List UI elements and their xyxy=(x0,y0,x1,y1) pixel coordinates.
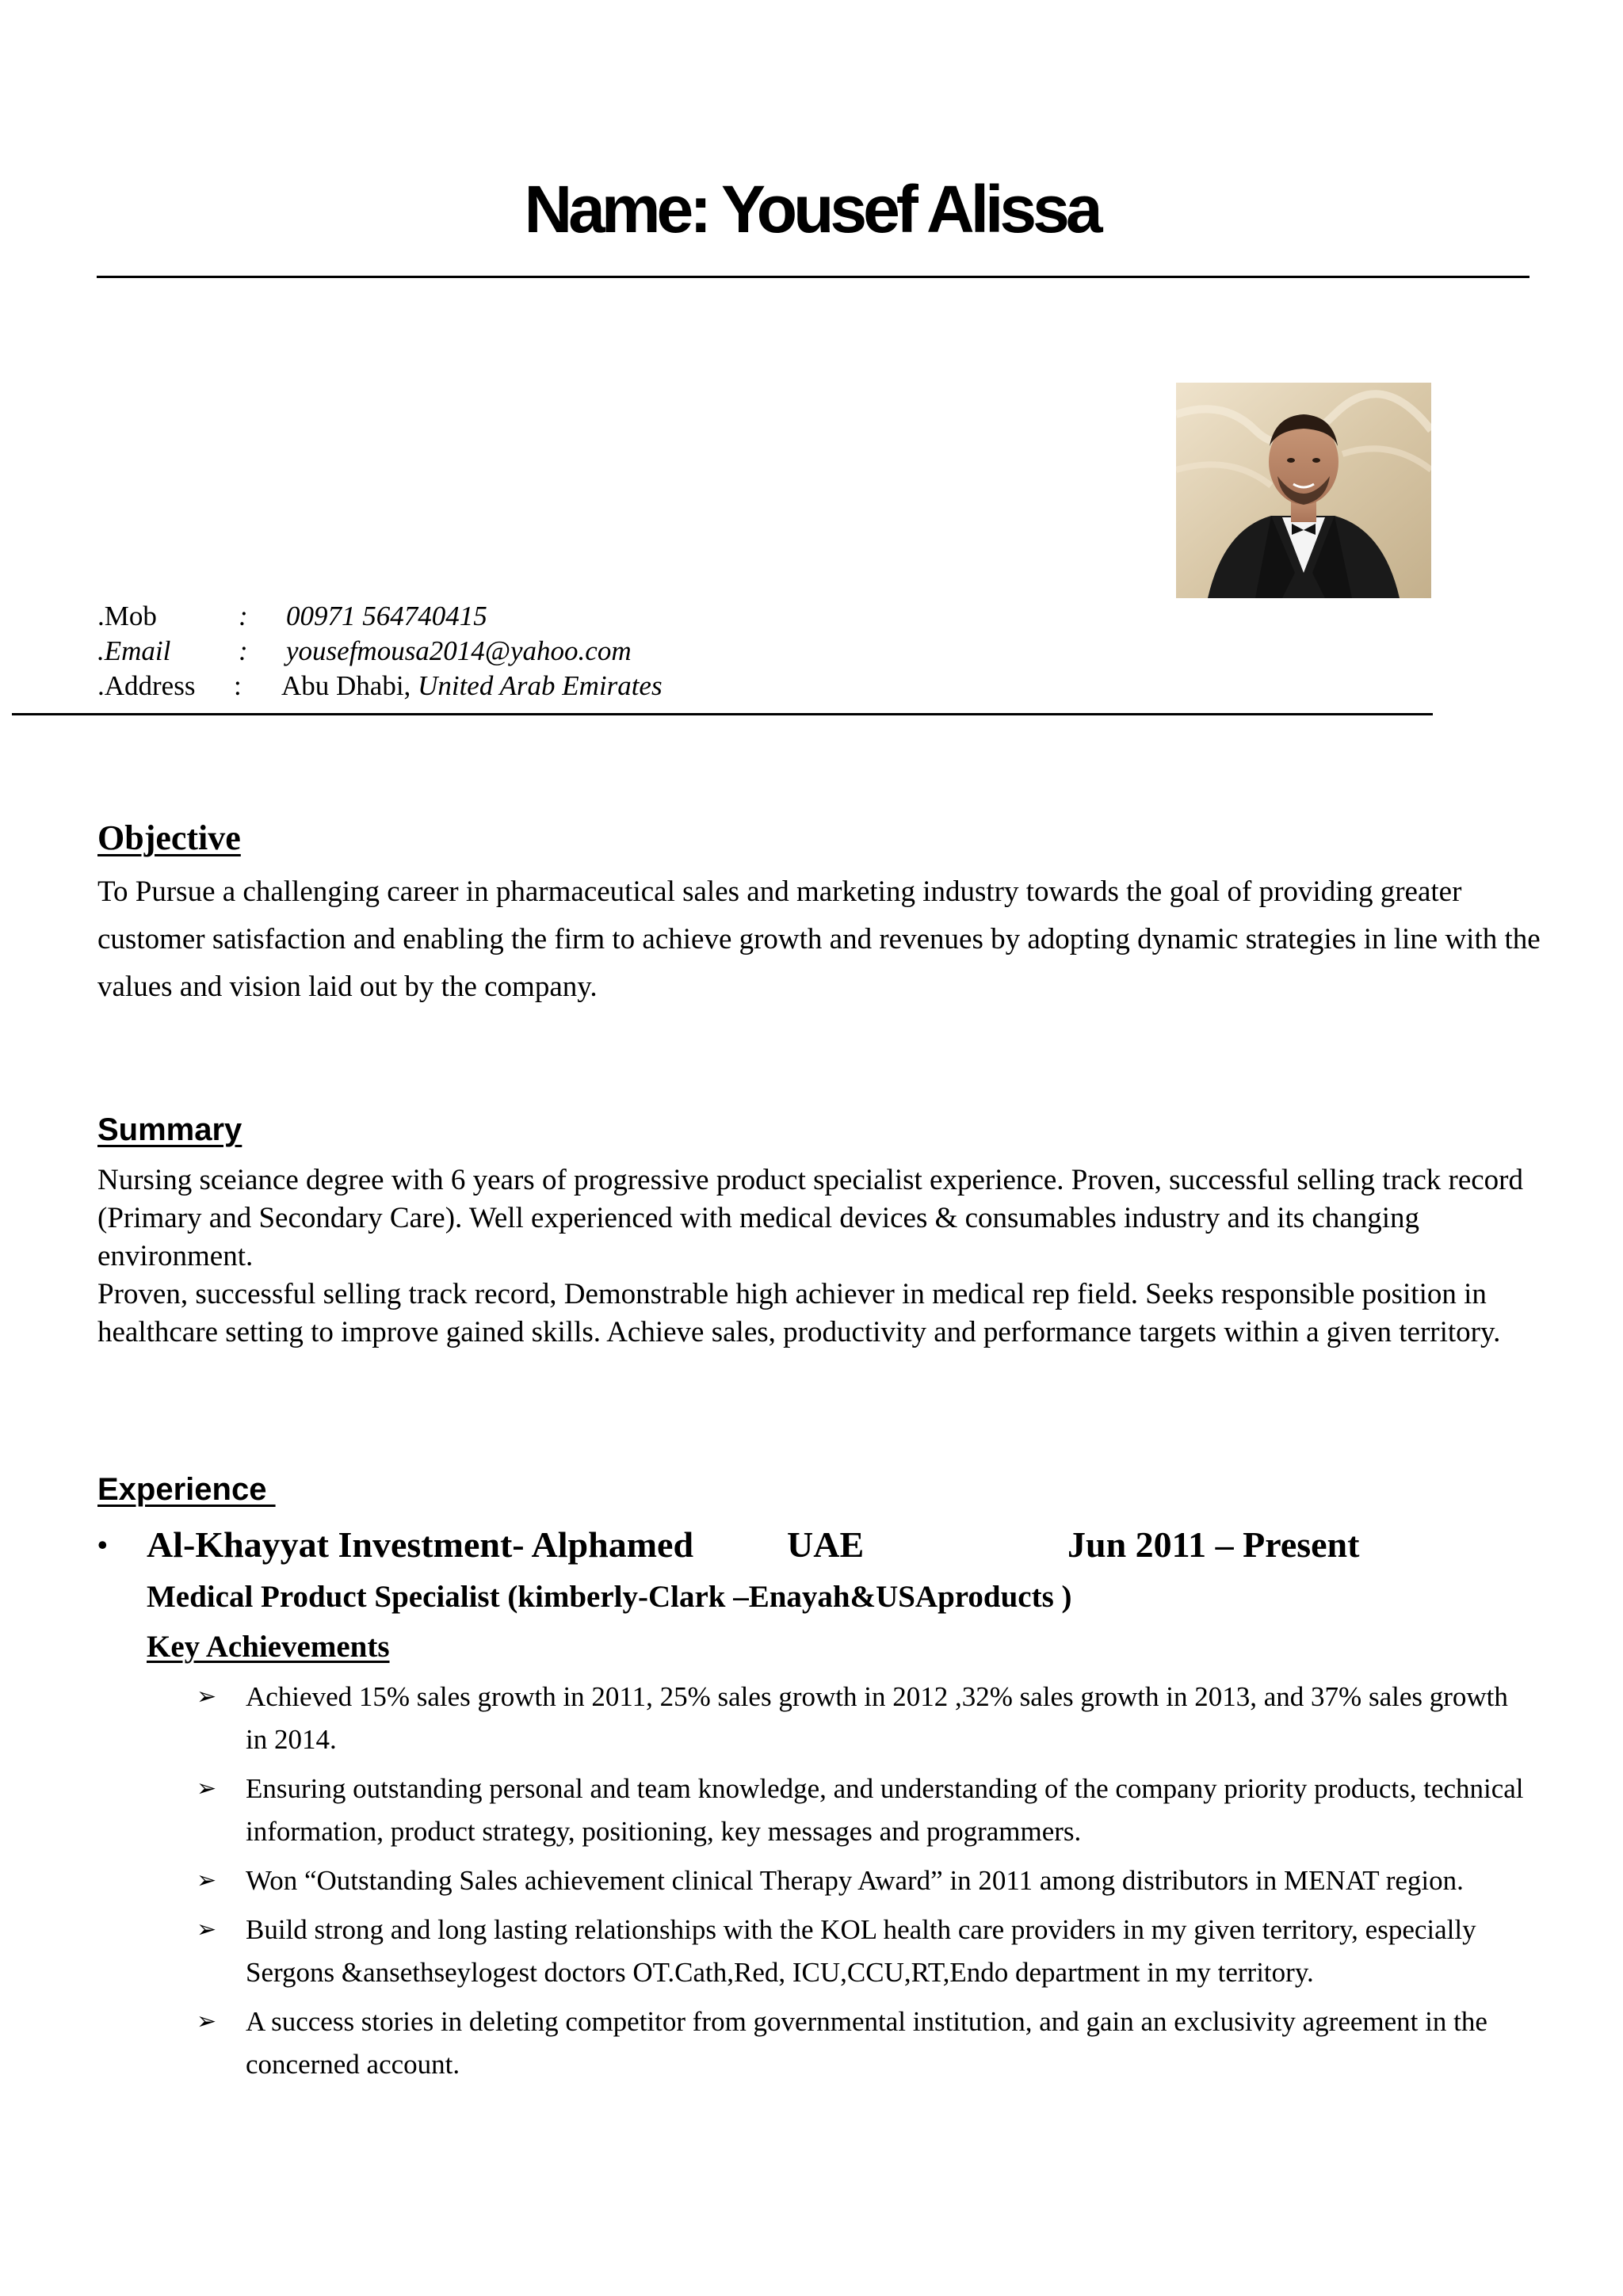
key-achievements-heading: Key Achievements xyxy=(147,1630,390,1664)
achievement-item xyxy=(197,1909,1528,1994)
email-address[interactable]: yousefmousa2014@yahoo.com xyxy=(286,635,632,666)
address-label: .Address xyxy=(97,670,196,701)
address-city: Abu Dhabi, xyxy=(281,670,411,701)
achievement-item xyxy=(197,2000,1528,2086)
achievement-text: A success stories in deleting competitor from governmental institution, and gain an exclusivity agreement in the concerned account. xyxy=(246,2006,1487,2080)
job-bullet: • xyxy=(97,1529,108,1561)
arrowhead-bullet-icon: ➢ xyxy=(197,1867,217,1894)
achievement-item xyxy=(197,1859,1528,1902)
achievement-text: Ensuring outstanding personal and team knowledge, and understanding of the company priority products, technical information, product strategy, positioning, key messages and programmers. xyxy=(246,1773,1524,1847)
achievements-list xyxy=(197,1676,1528,2092)
summary-paragraph: Proven, successful selling track record, Demonstrable high achiever in medical rep field. Seeks responsible position in healthcare setting to improve gained skills. Achieve sales, productivity and performance targets within a given territory. xyxy=(97,1278,1501,1348)
job-country: UAE xyxy=(787,1524,865,1565)
summary-heading: Summary xyxy=(97,1112,242,1147)
objective-text: To Pursue a challenging career in pharmaceutical sales and marketing industry towards the goal of providing greater customer satisfaction and enabling the firm to achieve growth and revenues by adopting dynamic strategies in line with the values and vision laid out by the company. xyxy=(97,875,1541,1003)
title-divider xyxy=(97,276,1529,278)
achievement-item xyxy=(197,1676,1528,1761)
contact-divider xyxy=(12,713,1433,715)
job-company: Al-Khayyat Investment- Alphamed xyxy=(147,1524,694,1565)
email-colon: : xyxy=(239,635,248,666)
page-title: Name: Yousef Alissa xyxy=(524,172,1099,246)
job-role: Medical Product Specialist (kimberly-Clark –Enayah&USAproducts ) xyxy=(147,1580,1072,1614)
summary-paragraph: Nursing sceiance degree with 6 years of progressive product specialist experience. Proven, successful selling track record (Primary and Secondary Care). Well experienced with medical devices & consumables industry and its changing environment. xyxy=(97,1164,1523,1272)
profile-photo xyxy=(1176,383,1431,598)
arrowhead-bullet-icon: ➢ xyxy=(197,1683,217,1711)
arrowhead-bullet-icon: ➢ xyxy=(197,1775,217,1802)
achievement-text: Build strong and long lasting relationships with the KOL health care providers in my given territory, especially Sergons &ansethseylogest doctors OT.Cath,Red, ICU,CCU,RT,Endo department in my territory. xyxy=(246,1914,1476,1988)
objective-heading: Objective xyxy=(97,818,241,857)
mobile-label: .Mob xyxy=(97,601,157,631)
address-value xyxy=(281,669,663,704)
summary-text xyxy=(97,1161,1544,1352)
address-country: United Arab Emirates xyxy=(411,670,663,701)
achievement-text: Won “Outstanding Sales achievement clinical Therapy Award” in 2011 among distributors in MENAT region. xyxy=(246,1865,1464,1896)
mobile-colon: : xyxy=(239,601,248,631)
arrowhead-bullet-icon: ➢ xyxy=(197,1916,217,1943)
mobile-number[interactable]: 00971 564740415 xyxy=(286,601,487,631)
address-colon: : xyxy=(234,670,242,701)
job-dates: Jun 2011 – Present xyxy=(1067,1524,1360,1565)
achievement-text: Achieved 15% sales growth in 2011, 25% sales growth in 2012 ,32% sales growth in 2013, and 37% sales growth in 2014. xyxy=(246,1681,1508,1755)
experience-heading: Experience xyxy=(97,1472,276,1507)
email-label: .Email xyxy=(97,635,171,666)
achievement-item xyxy=(197,1768,1528,1853)
arrowhead-bullet-icon: ➢ xyxy=(197,2008,217,2035)
